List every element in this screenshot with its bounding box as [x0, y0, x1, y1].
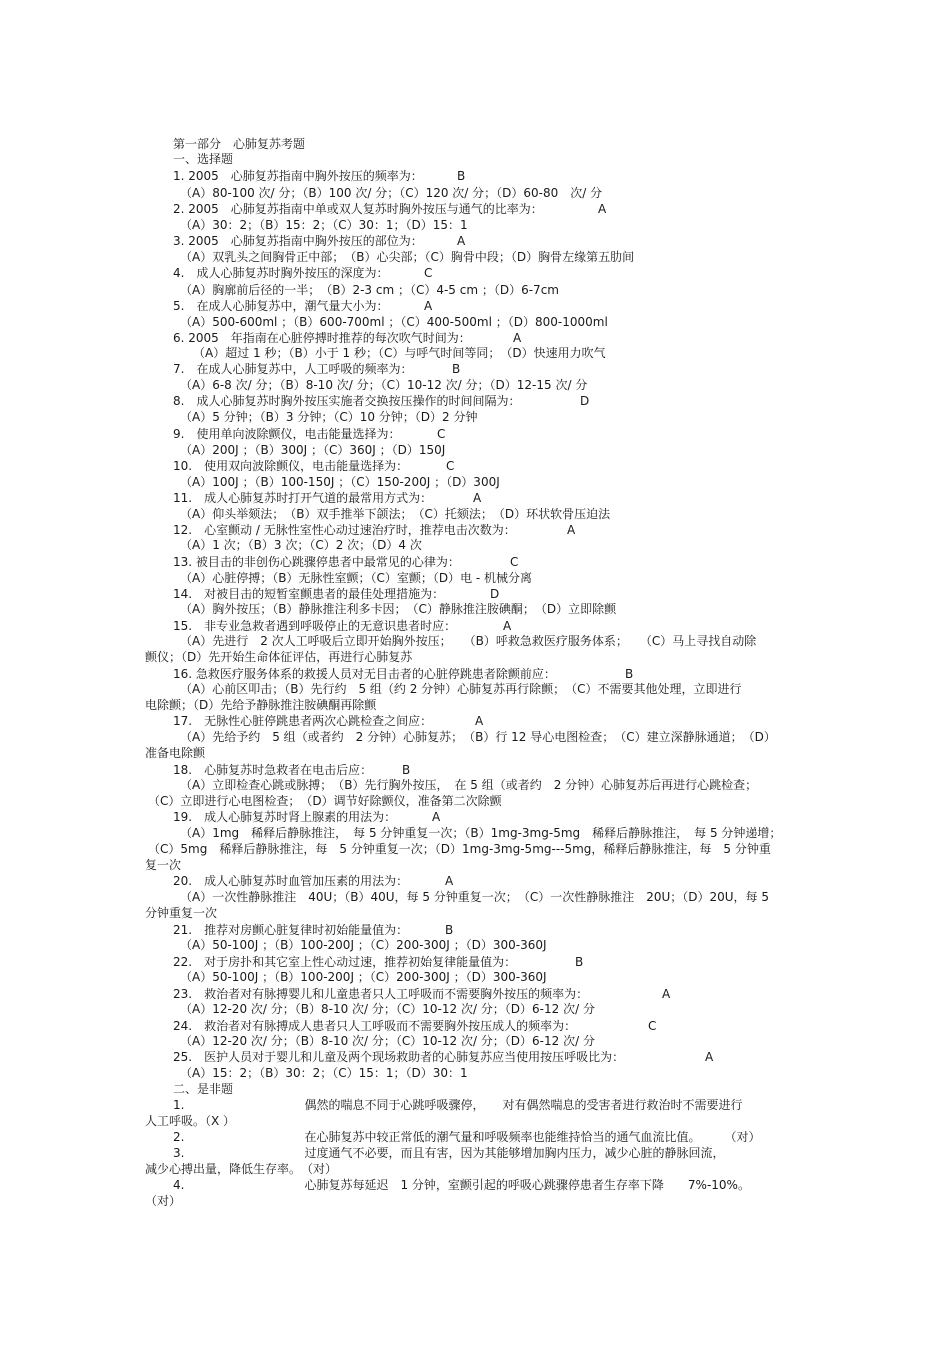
option-line: （A）500-600ml ；（B）600-700ml ；（C）400-500ml ；（D）800-1000ml [180, 315, 608, 329]
answer-key: A [662, 987, 671, 1001]
answer-key: B [402, 763, 411, 777]
option-line: 1. 偶然的喘息不同于心跳呼吸骤停， 对有偶然喘息的受害者进行救治时不需要进行 [173, 1098, 743, 1112]
option-line: （A）立即检查心跳或脉搏； （B）先行胸外按压， 在 5 组（或者约 2 分钟）心肺复苏后再进行心跳检查； [180, 778, 758, 792]
option-line: （A）12-20 次/ 分；（B）8-10 次/ 分；（C）10-12 次/ 分；（D）6-12 次/ 分 [180, 1002, 595, 1016]
answer-key: A [513, 331, 522, 345]
option-line: （A）6-8 次/ 分；（B）8-10 次/ 分；（C）10-12 次/ 分；（D）12-15 次/ 分 [180, 378, 588, 392]
question-stem: 18. 心肺复苏时急救者在电击后应： [173, 763, 373, 777]
option-line: （A）一次性静脉推注 40U；（B）40U，每 5 分钟重复一次； （C）一次性静脉推注 20U；（D）20U，每 5 [180, 890, 769, 904]
answer-key: A [424, 299, 433, 313]
answer-key: B [457, 169, 466, 183]
option-line: （A）50-100J ；（B）100-200J ；（C）200-300J ；（D）300-360J [180, 938, 547, 952]
option-line: （A）先进行 2 次人工呼吸后立即开始胸外按压； （B）呼救急救医疗服务体系； （C）马上寻找自动除 [180, 634, 757, 648]
option-line: （A）仰头举颏法； （B）双手推举下颌法； （C）托颏法； （D）环状软骨压迫法 [180, 507, 611, 521]
question-stem: 25. 医护人员对于婴儿和儿童及两个现场救助者的心肺复苏应当使用按压呼吸比为： [173, 1050, 625, 1064]
answer-key: A [567, 523, 576, 537]
option-line: （C）5mg 稀释后静脉推注，每 5 分钟重复一次；（D）1mg-3mg-5mg---5mg，稀释后静脉推注，每 5 分钟重 [148, 842, 771, 856]
answer-key: C [648, 1019, 657, 1033]
answer-key: A [473, 491, 482, 505]
answer-key: A [432, 810, 441, 824]
option-line: 颤仪；（D）先开始生命体征评估，再进行心肺复苏 [145, 650, 413, 664]
option-line: （A）200J ；（B）300J ；（C）360J ；（D）150J [180, 443, 446, 457]
option-line: （A）15：2；（B）30：2；（C）15：1；（D）30：1 [180, 1066, 468, 1080]
question-stem: 4. 成人心肺复苏时胸外按压的深度为： [173, 266, 389, 280]
option-line: （A）胸廓前后径的一半； （B）2-3 cm ；（C）4-5 cm ；（D）6-7cm [180, 283, 559, 297]
question-stem: 23. 救治者对有脉搏婴儿和儿童患者只人工呼吸而不需要胸外按压的频率为： [173, 987, 589, 1001]
option-line: 电除颤；（D）先给予静脉推注胺碘酮再除颤 [145, 698, 377, 712]
question-stem: 7. 在成人心肺复苏中，人工呼吸的频率为： [173, 362, 413, 376]
option-line: （A）1mg 稀释后静脉推注， 每 5 分钟重复一次；（B）1mg-3mg-5mg 稀释后静脉推注， 每 5 分钟递增； [180, 826, 782, 840]
answer-key: A [503, 619, 512, 633]
question-stem: 5. 在成人心肺复苏中，潮气量大小为： [173, 299, 389, 313]
option-line: （A）胸外按压；（B）静脉推注利多卡因； （C）静脉推注胺碘酮； （D）立即除颤 [180, 602, 617, 616]
option-line: （A）12-20 次/ 分；（B）8-10 次/ 分；（C）10-12 次/ 分；（D）6-12 次/ 分 [180, 1034, 595, 1048]
option-line: （A）心脏停搏；（B）无脉性室颤；（C）室颤；（D）电 - 机械分离 [180, 571, 533, 585]
answer-key: C [510, 555, 519, 569]
option-line: 复一次 [145, 858, 182, 872]
option-line: 2. 在心肺复苏中较正常低的潮气量和呼吸频率也能维持恰当的通气血流比值。 （对） [173, 1130, 761, 1144]
question-stem: 8. 成人心肺复苏时胸外按压实施者交换按压操作的时间间隔为： [173, 394, 521, 408]
question-stem: 13. 被目击的非创伤心跳骤停患者中最常见的心律为： [173, 555, 460, 569]
answer-key: C [424, 266, 433, 280]
answer-key: B [625, 667, 634, 681]
question-stem: 14. 对被目击的短暂室颤患者的最佳处理措施为： [173, 587, 445, 601]
option-line: （C）立即进行心电图检查； （D）调节好除颤仪，准备第二次除颤 [148, 794, 502, 808]
question-stem: 21. 推荐对房颤心脏复律时初始能量值为： [173, 923, 409, 937]
section-heading-choice: 一、选择题 [173, 152, 234, 166]
option-line: （A）5 分钟；（B）3 分钟；（C）10 分钟；（D）2 分钟 [180, 410, 478, 424]
answer-key: D [490, 587, 500, 601]
question-stem: 15. 非专业急救者遇到呼吸停止的无意识患者时应： [173, 619, 457, 633]
question-stem: 16. 急救医疗服务体系的救援人员对无目击者的心脏停跳患者除颤前应： [173, 667, 556, 681]
question-stem: 17. 无脉性心脏停跳患者两次心跳检查之间应： [173, 714, 433, 728]
option-line: （A）超过 1 秒；（B）小于 1 秒；（C）与呼气时间等同； （D）快速用力吹气 [193, 346, 606, 360]
answer-key: B [452, 362, 461, 376]
option-line: （A）80-100 次/ 分；（B）100 次/ 分；（C）120 次/ 分；（D）60-80 次/ 分 [180, 186, 603, 200]
option-line: （A）先给予约 5 组（或者约 2 分钟）心肺复苏； （B）行 12 导心电图检查； （C）建立深静脉通道； （D） [180, 730, 776, 744]
answer-key: A [445, 874, 454, 888]
question-stem: 3. 2005 心肺复苏指南中胸外按压的部位为： [173, 234, 423, 248]
answer-key: A [598, 202, 607, 216]
answer-key: D [580, 394, 590, 408]
option-line: 4. 心肺复苏每延迟 1 分钟，室颤引起的呼吸心跳骤停患者生存率下降 7%-10%。 [173, 1178, 750, 1192]
answer-key: C [437, 427, 446, 441]
document-title: 第一部分 心肺复苏考题 [173, 137, 306, 151]
option-line: （A）50-100J ；（B）100-200J ；（C）200-300J ；（D）300-360J [180, 970, 547, 984]
answer-key: C [446, 459, 455, 473]
answer-key: A [705, 1050, 714, 1064]
question-stem: 12. 心室颤动 / 无脉性室性心动过速治疗时，推荐电击次数为： [173, 523, 516, 537]
question-stem: 22. 对于房扑和其它室上性心动过速，推荐初始复律能量值为： [173, 955, 517, 969]
question-stem: 1. 2005 心肺复苏指南中胸外按压的频率为： [173, 169, 423, 183]
answer-key: A [457, 234, 466, 248]
option-line: 准备电除颤 [145, 746, 206, 760]
option-line: （对） [145, 1194, 182, 1208]
question-stem: 20. 成人心肺复苏时血管加压素的用法为： [173, 874, 409, 888]
option-line: （A）30：2；（B）15：2；（C）30：1；（D）15：1 [180, 218, 468, 232]
question-stem: 24. 救治者对有脉搏成人患者只人工呼吸而不需要胸外按压成人的频率为： [173, 1019, 577, 1033]
answer-key: A [475, 714, 484, 728]
question-stem: 2. 2005 心肺复苏指南中单或双人复苏时胸外按压与通气的比率为： [173, 202, 543, 216]
question-stem: 9. 使用单向波除颤仪，电击能量选择为： [173, 427, 401, 441]
option-line: 人工呼吸。（X ） [145, 1114, 236, 1128]
section-heading-truefalse: 二、是非题 [173, 1082, 234, 1096]
question-stem: 11. 成人心肺复苏时打开气道的最常用方式为： [173, 491, 433, 505]
option-line: 减少心搏出量，降低生存率。 （对） [145, 1162, 338, 1176]
answer-key: B [445, 923, 454, 937]
option-line: （A）100J ；（B）100-150J ；（C）150-200J ；（D）300J [180, 475, 500, 489]
option-line: （A）1 次；（B）3 次；（C）2 次；（D）4 次 [180, 538, 422, 552]
question-stem: 19. 成人心肺复苏时肾上腺素的用法为： [173, 810, 397, 824]
option-line: （A）双乳头之间胸骨正中部； （B）心尖部；（C）胸骨中段；（D）胸骨左缘第五肋间 [180, 250, 635, 264]
option-line: （A）心前区叩击；（B）先行约 5 组（约 2 分钟）心肺复苏再行除颤； （C）不需要其他处理，立即进行 [180, 682, 742, 696]
question-stem: 6. 2005 年指南在心脏停搏时推荐的每次吹气时间为： [173, 331, 471, 345]
option-line: 3. 过度通气不必要，而且有害，因为其能够增加胸内压力，减少心脏的静脉回流， [173, 1146, 725, 1160]
answer-key: B [575, 955, 584, 969]
question-stem: 10. 使用双向波除颤仪，电击能量选择为： [173, 459, 409, 473]
option-line: 分钟重复一次 [145, 906, 218, 920]
